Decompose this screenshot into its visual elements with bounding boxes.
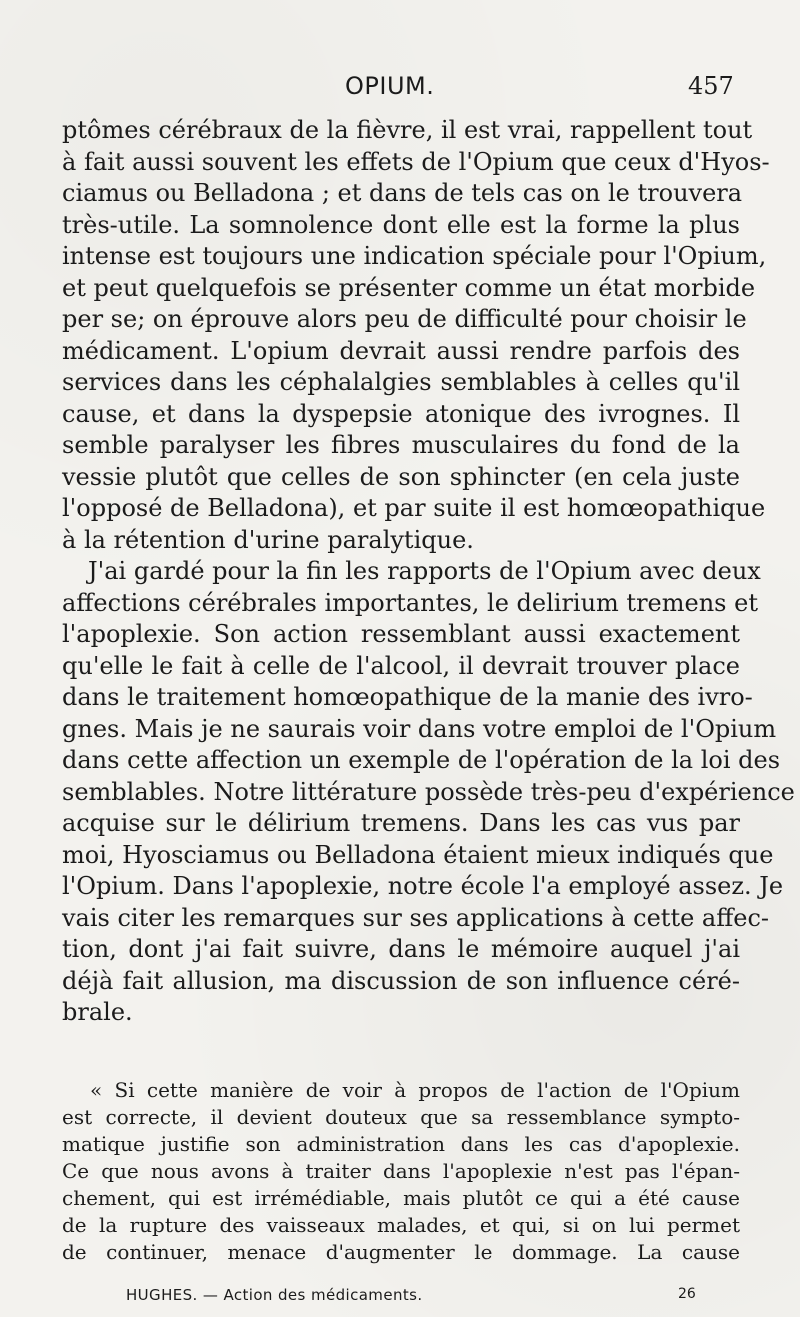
quote-line: « Si cette manière de voir à propos de l'action de l'Opium bbox=[90, 1078, 740, 1102]
page-number: 457 bbox=[688, 72, 734, 100]
text-line: l'apoplexie. Son action ressemblant aussi exactement bbox=[62, 620, 740, 648]
text-line: acquise sur le délirium tremens. Dans les cas vus par bbox=[62, 809, 740, 837]
text-line: semblables. Notre littérature possède très-peu d'expérience bbox=[62, 777, 795, 806]
text-line: affections cérébrales importantes, le delirium tremens et bbox=[62, 588, 758, 617]
text-line: vais citer les remarques sur ses applications à cette affec- bbox=[62, 903, 770, 932]
text-line: dans cette affection un exemple de l'opération de la loi des bbox=[62, 746, 781, 774]
text-line: à fait aussi souvent les effets de l'Opium que ceux d'Hyos- bbox=[62, 147, 770, 176]
text-line: semble paralyser les fibres musculaires du fond de la bbox=[62, 431, 740, 459]
text-line: per se; on éprouve alors peu de difficulté pour choisir le bbox=[62, 305, 747, 333]
text-line: brale. bbox=[62, 998, 133, 1026]
text-line: intense est toujours une indication spéciale pour l'Opium, bbox=[62, 242, 767, 270]
text-line: ciamus ou Belladona ; et dans de tels cas on le trouvera bbox=[62, 179, 743, 207]
text-line: déjà fait allusion, ma discussion de son influence céré- bbox=[62, 966, 740, 995]
text-line: médicament. L'opium devrait aussi rendre parfois des bbox=[62, 336, 740, 365]
footer-text: HUGHES. — Action des médicaments. bbox=[126, 1286, 423, 1304]
quote-line: de continuer, menace d'augmenter le dommage. La cause bbox=[62, 1240, 740, 1264]
text-line: services dans les céphalalgies semblables à celles qu'il bbox=[62, 368, 740, 396]
text-line: l'Opium. Dans l'apoplexie, notre école l'a employé assez. Je bbox=[62, 872, 784, 900]
text-line: ptômes cérébraux de la fièvre, il est vrai, rappellent tout bbox=[62, 116, 753, 144]
signature-mark: 26 bbox=[678, 1286, 696, 1302]
main-text bbox=[62, 115, 795, 1029]
text-line: à la rétention d'urine paralytique. bbox=[62, 525, 474, 554]
text-line: l'opposé de Belladona), et par suite il est homœopathique bbox=[62, 494, 766, 522]
paragraph-start: J'ai gardé pour la fin les rapports de l'Opium avec deux bbox=[88, 557, 761, 585]
page-footer bbox=[0, 1286, 800, 1308]
quote-line: matique justifie son administration dans les cas d'apoplexie. bbox=[62, 1132, 740, 1156]
text-line: gnes. Mais je ne saurais voir dans votre emploi de l'Opium bbox=[62, 714, 777, 743]
text-line: cause, et dans la dyspepsie atonique des ivrognes. Il bbox=[62, 399, 740, 428]
text-line: très-utile. La somnolence dont elle est la forme la plus bbox=[62, 210, 740, 239]
quote-line: Ce que nous avons à traiter dans l'apoplexie n'est pas l'épan- bbox=[62, 1159, 740, 1183]
page-header bbox=[0, 72, 800, 108]
quote-line: chement, qui est irrémédiable, mais plutôt ce qui a été cause bbox=[62, 1186, 740, 1210]
quote-line: de la rupture des vaisseaux malades, et qui, si on lui permet bbox=[62, 1213, 740, 1237]
text-line: et peut quelquefois se présenter comme un état morbide bbox=[62, 273, 756, 302]
text-line: moi, Hyosciamus ou Belladona étaient mieux indiqués que bbox=[62, 840, 774, 869]
text-line: qu'elle le fait à celle de l'alcool, il devrait trouver place bbox=[62, 651, 740, 680]
text-line: tion, dont j'ai fait suivre, dans le mémoire auquel j'ai bbox=[62, 935, 740, 963]
quote-line: est correcte, il devient douteux que sa ressemblance sympto- bbox=[62, 1105, 740, 1129]
text-line: vessie plutôt que celles de son sphincter (en cela juste bbox=[62, 462, 740, 491]
quoted-passage bbox=[62, 1077, 740, 1266]
running-head: OPIUM. bbox=[345, 72, 435, 100]
text-line: dans le traitement homœopathique de la manie des ivro- bbox=[62, 683, 753, 711]
